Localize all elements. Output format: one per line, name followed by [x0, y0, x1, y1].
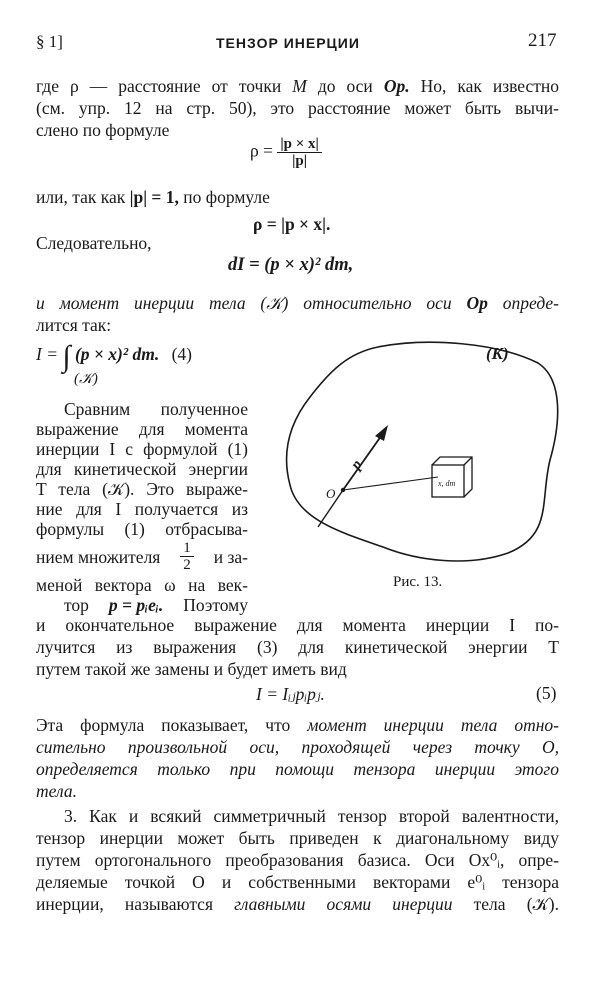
- half-numerator: 1: [180, 540, 194, 557]
- cube-label: x, dm: [438, 479, 456, 488]
- col-line10: [36, 594, 248, 616]
- col-line9: меной вектора ω на век-: [36, 575, 248, 595]
- col-l10c: Поэтому: [183, 595, 248, 615]
- or-text-c: по формуле: [183, 187, 270, 207]
- figure-13: [268, 335, 568, 575]
- section-marker: § 1]: [36, 32, 63, 51]
- col-line7: формулы (1) отбрасыва-: [36, 519, 248, 539]
- eq4-domain: (𝒦): [74, 371, 98, 387]
- body-outline: [287, 342, 558, 561]
- para2-line1: [36, 292, 559, 314]
- para2-axis-op: Op: [466, 293, 488, 313]
- para3-line3: путем такой же замены и будет иметь вид: [36, 659, 347, 679]
- half-fraction: [180, 540, 194, 573]
- axis-op: Op.: [383, 76, 410, 96]
- para1-l1c: до оси: [317, 76, 373, 96]
- equation-3: dI = (p × x)² dm,: [228, 255, 354, 275]
- para4-l1b: момент инерции тела отно-: [307, 715, 560, 735]
- col-line2: выражение для момента: [36, 419, 248, 439]
- para4-line3: определяется только при помощи тензора инерции этого: [36, 759, 559, 779]
- col-line6: ние для I получается из: [36, 499, 248, 519]
- eq4-lhs: I =: [36, 344, 59, 364]
- para2-l1c: опреде-: [502, 293, 560, 313]
- para4-l1a: Эта формула показывает, что: [36, 715, 291, 735]
- or-text-b: |p| = 1,: [129, 187, 179, 207]
- vector-label-p: p: [348, 457, 366, 473]
- para4-line2: сительно произвольной оси, проходящей через точку O,: [36, 737, 559, 757]
- eq4-integrand: (p × x)² dm.: [74, 344, 160, 364]
- col-line1: Сравним полученное: [64, 399, 248, 419]
- eq5-number: (5): [536, 683, 557, 703]
- page-number: 217: [528, 30, 557, 51]
- integral-sign: ∫: [62, 340, 71, 373]
- eq1-denominator: |p|: [292, 153, 308, 169]
- body-label-k: (K): [486, 344, 509, 363]
- para2-line2: лится так:: [36, 315, 112, 335]
- position-vector-x: [343, 477, 438, 490]
- col-line3: инерции I с формулой (1): [36, 439, 248, 459]
- col-line8: [36, 540, 248, 573]
- para3-line1: и окончательное выражение для момента инерции I по-: [36, 615, 559, 635]
- para1-line3: слено по формуле: [36, 120, 170, 140]
- col-line5: T тела (𝒦). Это выраже-: [36, 479, 248, 499]
- equation-1: [250, 136, 322, 169]
- equation-2: ρ = |p × x|.: [253, 214, 331, 234]
- equation-4: [36, 340, 193, 373]
- col-l8b: и за-: [213, 546, 248, 567]
- para4-line1: [36, 714, 559, 736]
- vector-p-arrowhead: [375, 425, 388, 441]
- para3-line2: лучится из выражения (3) для кинетической энергии T: [36, 637, 559, 657]
- para1-l1e: Но, как известно: [420, 76, 560, 96]
- para5-line4: деляемые точкой O и собственными векторами e⁰ᵢ тензора: [36, 872, 559, 892]
- point-m: M: [292, 76, 307, 96]
- para5-line3: путем ортогонального преобразования базиса. Оси Ox⁰ᵢ, опре-: [36, 850, 559, 870]
- para1-line1: [36, 75, 559, 97]
- half-denominator: 2: [183, 557, 191, 573]
- para5-line1: 3. Как и всякий симметричный тензор второй валентности,: [64, 806, 559, 826]
- figure-caption: Рис. 13.: [393, 574, 443, 590]
- line-therefore: Следовательно,: [36, 233, 152, 253]
- origin-label-o: O: [326, 486, 336, 501]
- para1-l1a: где ρ — расстояние от точки: [36, 76, 282, 96]
- para2-l1a: и момент инерции тела (𝒦) относительно оси: [36, 293, 452, 313]
- eq1-lhs: ρ =: [250, 140, 273, 161]
- eq4-number: (4): [171, 344, 193, 364]
- eq1-numerator: |p × x|: [277, 136, 322, 153]
- equation-5: I = Iᵢⱼpᵢpⱼ.: [256, 684, 325, 704]
- or-text-a: или, так как: [36, 187, 126, 207]
- para5-line5: [36, 893, 559, 915]
- para5-l5c: тела (𝒦).: [473, 894, 559, 914]
- para5-line2: тензор инерции может быть приведен к диагональному виду: [36, 828, 559, 848]
- para1-line2: (см. упр. 12 на стр. 50), это расстояние может быть вычи-: [36, 98, 559, 118]
- line-or: [36, 186, 270, 208]
- col-l10b: p = pᵢeᵢ.: [108, 595, 164, 615]
- col-line4: для кинетической энергии: [36, 459, 248, 479]
- col-l8a: нием множителя: [36, 546, 161, 567]
- eq1-fraction: [277, 136, 322, 169]
- para5-l5a: инерции, называются: [36, 894, 213, 914]
- principal-axes-term: главными осями инерции: [234, 894, 453, 914]
- para4-line4: тела.: [36, 781, 77, 801]
- col-l10a: тор: [64, 595, 89, 615]
- running-head-title: ТЕНЗОР ИНЕРЦИИ: [216, 35, 360, 51]
